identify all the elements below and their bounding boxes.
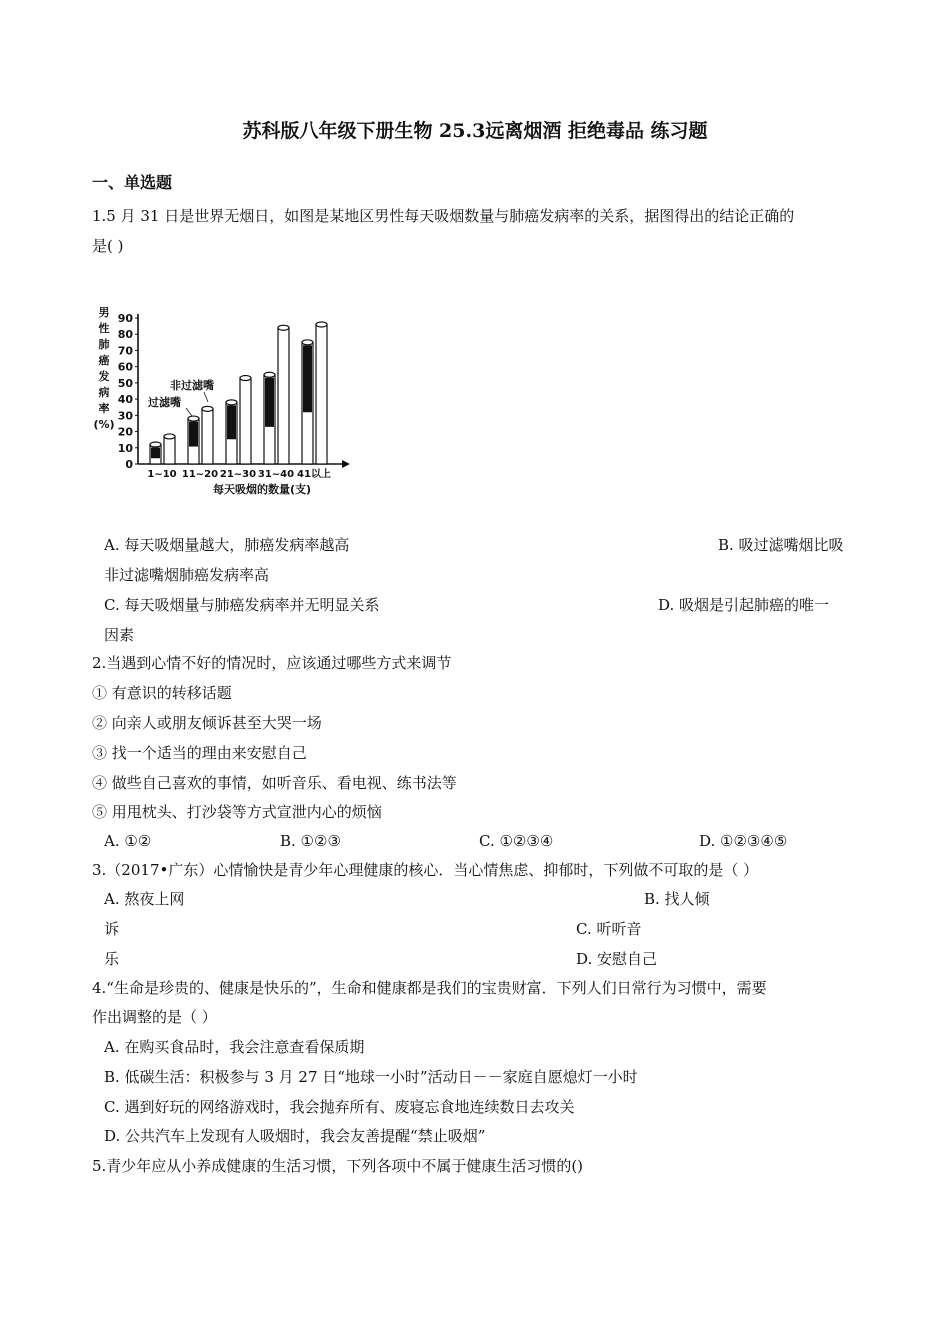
q4-stem-line1: 4.“生命是珍贵的、健康是快乐的”，生命和健康都是我们的宝贵财富．下列人们日常行为习惯中，需要 xyxy=(92,979,767,997)
bar-shading xyxy=(265,378,274,427)
y-label-char: 肺 xyxy=(98,338,110,351)
q1-stem-line2: 是( ) xyxy=(92,237,124,255)
y-tick-label: 10 xyxy=(117,441,133,455)
q1-option-d-cont: 因素 xyxy=(104,626,135,644)
q5-stem: 5.青少年应从小养成健康的生活习惯，下列各项中不属于健康生活习惯的() xyxy=(92,1157,584,1175)
y-label-char: 癌 xyxy=(98,354,110,367)
bar-shading xyxy=(227,405,236,439)
y-label-char: (%) xyxy=(93,418,115,431)
bar-non-filter xyxy=(316,324,327,464)
bar-top xyxy=(188,416,199,421)
x-tick-label: 21~30 xyxy=(219,469,257,480)
q3-stem: 3.（2017•广东）心情愉快是青少年心理健康的核心．当心情焦虑、抑郁时，下列做不可取的是（ ） xyxy=(92,861,759,879)
q1-option-a[interactable]: A. 每天吸烟量越大，肺癌发病率越高 xyxy=(104,536,350,554)
y-tick-label: 90 xyxy=(117,312,133,325)
y-tick-label: 80 xyxy=(117,328,133,342)
q2-option-a[interactable]: A. ①② xyxy=(104,832,152,850)
q2-item-4: ④ 做些自己喜欢的事情，如听音乐、看电视、练书法等 xyxy=(92,774,457,792)
y-tick-label: 30 xyxy=(117,409,133,423)
y-tick-label: 40 xyxy=(117,393,133,407)
bar-top xyxy=(264,372,275,377)
x-tick-label: 31~40 xyxy=(257,469,295,480)
q3-option-c-cont: 乐 xyxy=(104,950,120,968)
q3-option-b-cont: 诉 xyxy=(104,920,120,938)
q1-option-b-cont: 非过滤嘴烟肺癌发病率高 xyxy=(104,566,270,584)
bar-non-filter xyxy=(240,378,251,464)
x-axis-label: 每天吸烟的数量(支) xyxy=(212,483,312,496)
y-label-char: 性 xyxy=(98,322,110,335)
y-label-char: 病 xyxy=(98,386,110,399)
y-label-char: 发 xyxy=(98,370,110,383)
q2-option-b[interactable]: B. ①②③ xyxy=(280,832,341,850)
y-tick-label: 50 xyxy=(117,376,133,390)
q4-option-b[interactable]: B. 低碳生活：积极参与 3 月 27 日“地球一小时”活动日－－家庭自愿熄灯一小时 xyxy=(104,1068,638,1086)
q1-option-d[interactable]: D. 吸烟是引起肺癌的唯一 xyxy=(658,596,830,614)
bar-top xyxy=(150,442,161,447)
q2-item-2: ② 向亲人或朋友倾诉甚至大哭一场 xyxy=(92,714,322,732)
annotation-non-filter-pointer xyxy=(204,392,208,402)
y-axis-ticks xyxy=(118,312,138,471)
q2-option-d[interactable]: D. ①②③④⑤ xyxy=(699,832,788,850)
y-tick-label: 70 xyxy=(117,344,133,358)
y-tick-label: 60 xyxy=(117,360,133,374)
y-axis-label xyxy=(93,305,114,431)
q2-item-3: ③ 找一个适当的理由来安慰自己 xyxy=(92,744,307,762)
q4-option-d[interactable]: D. 公共汽车上发现有人吸烟时，我会友善提醒“禁止吸烟” xyxy=(104,1127,486,1145)
q2-item-1: ① 有意识的转移话题 xyxy=(92,684,232,702)
q3-option-a[interactable]: A. 熬夜上网 xyxy=(104,890,185,908)
x-tick-label: 1~10 xyxy=(147,469,177,480)
q1-option-b[interactable]: B. 吸过滤嘴烟比吸 xyxy=(718,536,844,554)
bar-top xyxy=(164,434,175,439)
x-tick-label: 11~20 xyxy=(181,469,219,480)
page-title: 苏科版八年级下册生物 25.3远离烟酒 拒绝毒品 练习题 xyxy=(242,120,708,142)
q2-stem: 2.当遇到心情不好的情况时，应该通过哪些方式来调节 xyxy=(92,654,452,672)
bar-non-filter xyxy=(278,328,289,464)
bar-shading xyxy=(189,422,198,447)
q2-item-5: ⑤ 用甩枕头、打沙袋等方式宣泄内心的烦恼 xyxy=(92,803,382,821)
bar-top xyxy=(278,325,289,330)
q3-option-d[interactable]: D. 安慰自己 xyxy=(576,950,658,968)
q1-stem-line1: 1.5 月 31 日是世界无烟日，如图是某地区男性每天吸烟数量与肺癌发病率的关系，据图得出的结论正确的 xyxy=(92,207,795,225)
q2-option-c[interactable]: C. ①②③④ xyxy=(479,832,554,850)
q3-option-c[interactable]: C. 听听音 xyxy=(576,920,642,938)
bar-shading xyxy=(151,448,160,459)
q1-option-c[interactable]: C. 每天吸烟量与肺癌发病率并无明显关系 xyxy=(104,596,380,614)
bar-non-filter xyxy=(164,436,175,464)
bar-top xyxy=(202,406,213,411)
x-tick-label: 41以上 xyxy=(297,469,331,480)
annotation-non-filter: 非过滤嘴 xyxy=(170,379,214,392)
y-tick-label: 0 xyxy=(125,458,133,471)
annotation-filter-pointer xyxy=(186,408,192,416)
section-heading: 一、单选题 xyxy=(92,173,173,192)
annotation-filter: 过滤嘴 xyxy=(148,396,181,409)
bar-top xyxy=(316,322,327,327)
y-tick-label: 20 xyxy=(117,425,133,439)
bar-top xyxy=(302,340,313,345)
bars xyxy=(150,322,327,464)
q4-option-c[interactable]: C. 遇到好玩的网络游戏时，我会抛弃所有、废寝忘食地连续数日去攻关 xyxy=(104,1098,575,1116)
bar-non-filter xyxy=(202,409,213,464)
x-axis-arrow xyxy=(342,460,350,468)
bar-shading xyxy=(303,345,312,412)
y-label-char: 男 xyxy=(98,306,110,319)
y-label-char: 率 xyxy=(98,402,110,415)
bar-top xyxy=(226,400,237,405)
q3-option-b[interactable]: B. 找人倾 xyxy=(644,890,710,908)
lung-cancer-bar-chart xyxy=(92,300,352,500)
q4-option-a[interactable]: A. 在购买食品时，我会注意查看保质期 xyxy=(104,1038,365,1056)
q4-stem-line2: 作出调整的是（ ） xyxy=(92,1008,217,1026)
bar-top xyxy=(240,376,251,381)
x-axis-ticks xyxy=(147,467,331,480)
